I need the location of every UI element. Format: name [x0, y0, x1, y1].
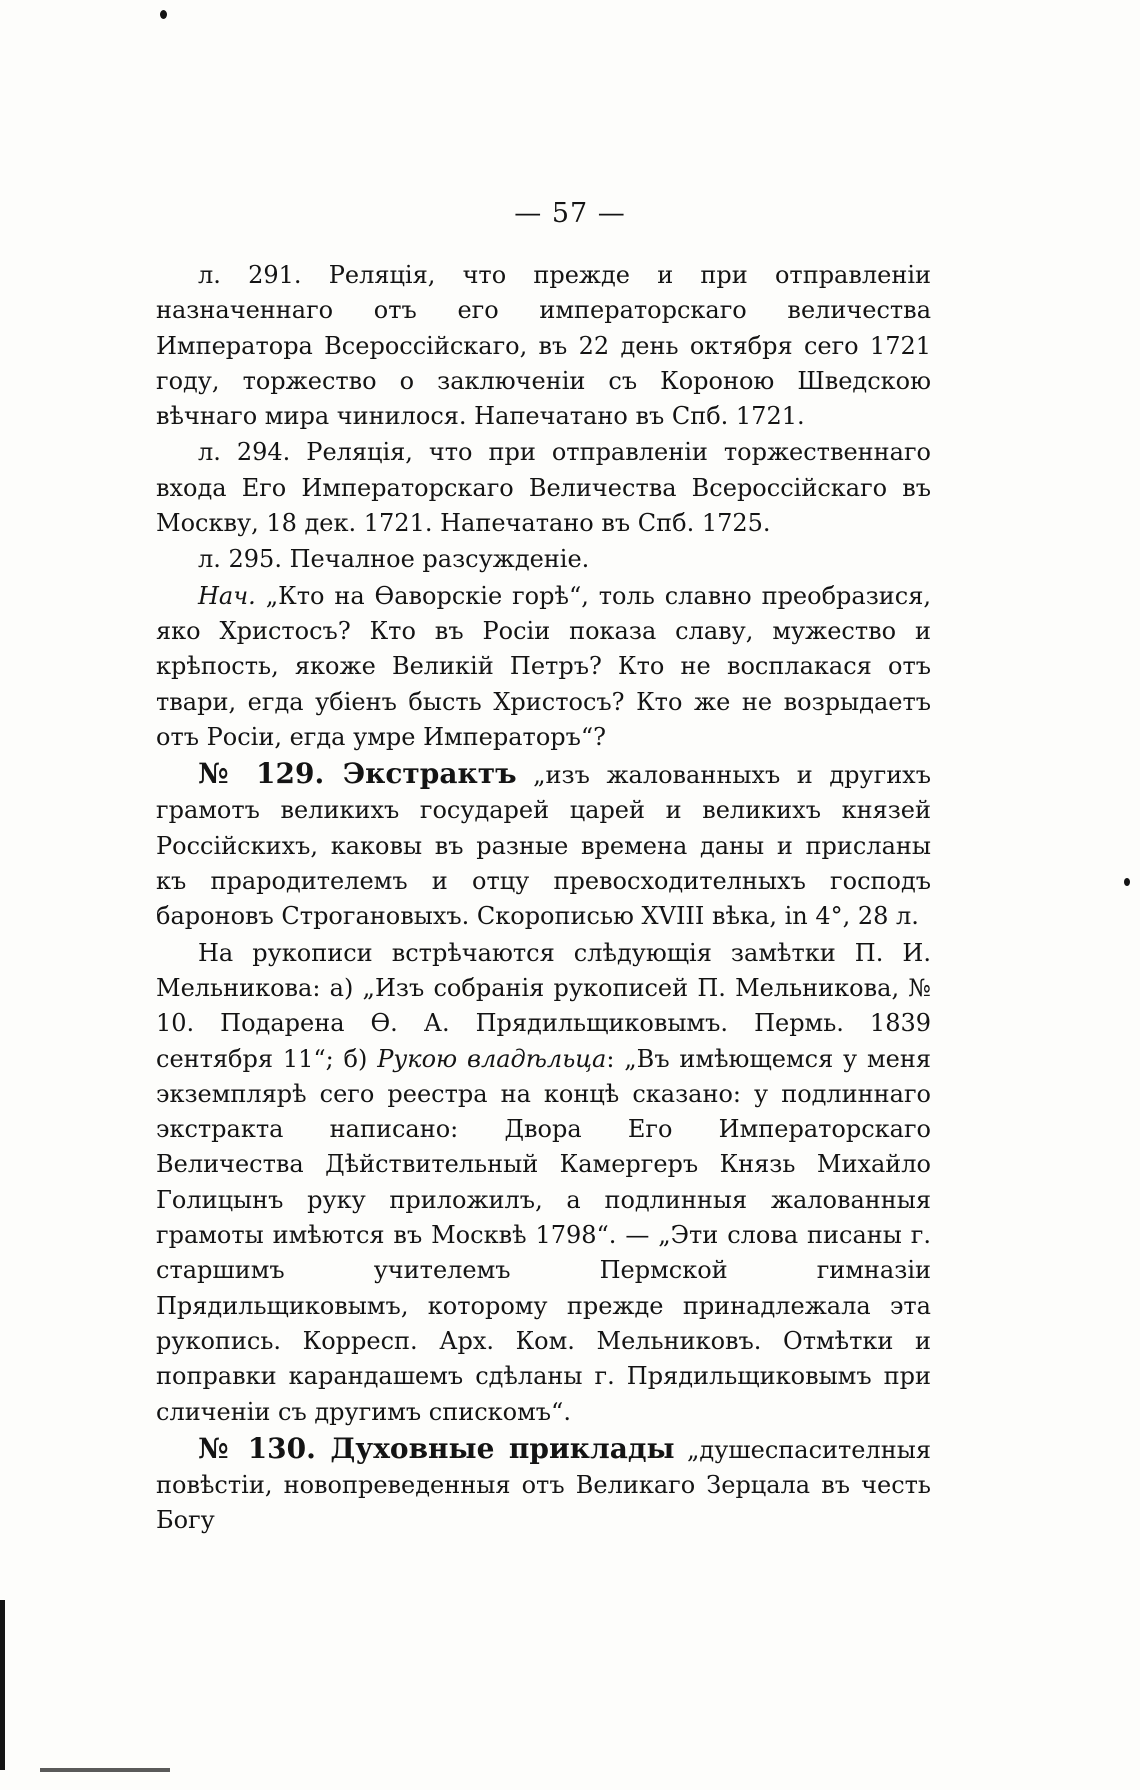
incipit-label: Нач.	[198, 581, 256, 610]
entry-heading: № 130. Духовные приклады	[198, 1431, 675, 1465]
scan-edge	[0, 1600, 5, 1770]
notes-paragraph	[156, 936, 931, 1430]
notes-italic: Рукою владѣльца	[377, 1044, 607, 1073]
notes-text: На рукописи встрѣчаются слѣдующія замѣтки П. И. Мельникова: а) „Изъ собранія рукописей П. Мельникова, № 10. Подарена Ѳ. А. Прядильщиковымъ. Пермь. 1839 сентября 11“; б)	[156, 938, 931, 1073]
entry-text: Реляція, что прежде и при отправленіи назначеннаго отъ его императорскаго величества Императора Всероссійскаго, въ 22 день октября сего 1721 году, торжество о заключеніи съ Короною Шведскою вѣчнаго мира чинилося. Напечатано въ Спб. 1721.	[156, 261, 931, 431]
leaf-reference: л. 295.	[198, 545, 282, 574]
entry-paragraph	[156, 258, 931, 434]
leaf-reference: л. 291.	[198, 261, 302, 289]
scan-dot	[1124, 878, 1130, 886]
entry-paragraph	[156, 542, 931, 577]
document-body	[156, 258, 931, 1539]
quote-paragraph	[156, 579, 931, 755]
catalog-entry-129	[156, 756, 931, 934]
quote-text: „Кто на Ѳаворскіе горѣ“, толь славно преобразися, яко Христосъ? Кто въ Росіи показа славу, мужество и крѣпость, якоже Великій Петръ? Кто не восплакася отъ твари, егда убіенъ бысть Христосъ? Кто же не возрыдаетъ отъ Росіи, егда умре Императоръ“?	[156, 581, 931, 751]
entry-heading: № 129. Экстрактъ	[198, 757, 517, 791]
scan-dot	[160, 10, 167, 19]
entry-text: Печалное разсужденіе.	[281, 545, 590, 574]
notes-text: : „Въ имѣющемся у меня экземплярѣ сего реестра на концѣ сказано: у подлиннаго экстракта написано: Двора Его Императорскаго Величества Дѣйствительный Камергеръ Князь Михайло Голицынъ руку приложилъ, а подлинныя жалованныя грамоты имѣются въ Москвѣ 1798“. — „Эти слова писаны г. старшимъ учителемъ Пермской гимназіи Прядильщиковымъ, которому прежде принадлежала эта рукопись. Корресп. Арх. Ком. Мельниковъ. Отмѣтки и поправки карандашемъ сдѣланы г. Прядильщиковымъ при сличеніи съ другимъ спискомъ“.	[156, 1044, 931, 1426]
entry-text: Реляція, что при отправленіи торжественнаго входа Его Императорскаго Величества Всероссійскаго въ Москву, 18 дек. 1721. Напечатано въ Спб. 1725.	[156, 438, 931, 538]
scan-specks	[40, 1768, 170, 1772]
leaf-reference: л. 294.	[198, 438, 291, 467]
page-number: — 57 —	[514, 198, 626, 229]
entry-paragraph	[156, 435, 931, 541]
entry-text: „изъ жалованныхъ и другихъ грамотъ великихъ государей царей и великихъ князей Россійскихъ, каковы въ разные времена даны и присланы къ прародителемъ и отцу превосходителныхъ господъ бароновъ Строгановыхъ. Скорописью XVIII вѣка, in 4°, 28 л.	[156, 761, 931, 931]
entry-text: „душеспасителныя повѣстіи, новопреведенныя отъ Великаго Зерцала въ честь Богу	[156, 1435, 931, 1535]
catalog-entry-130	[156, 1431, 931, 1539]
